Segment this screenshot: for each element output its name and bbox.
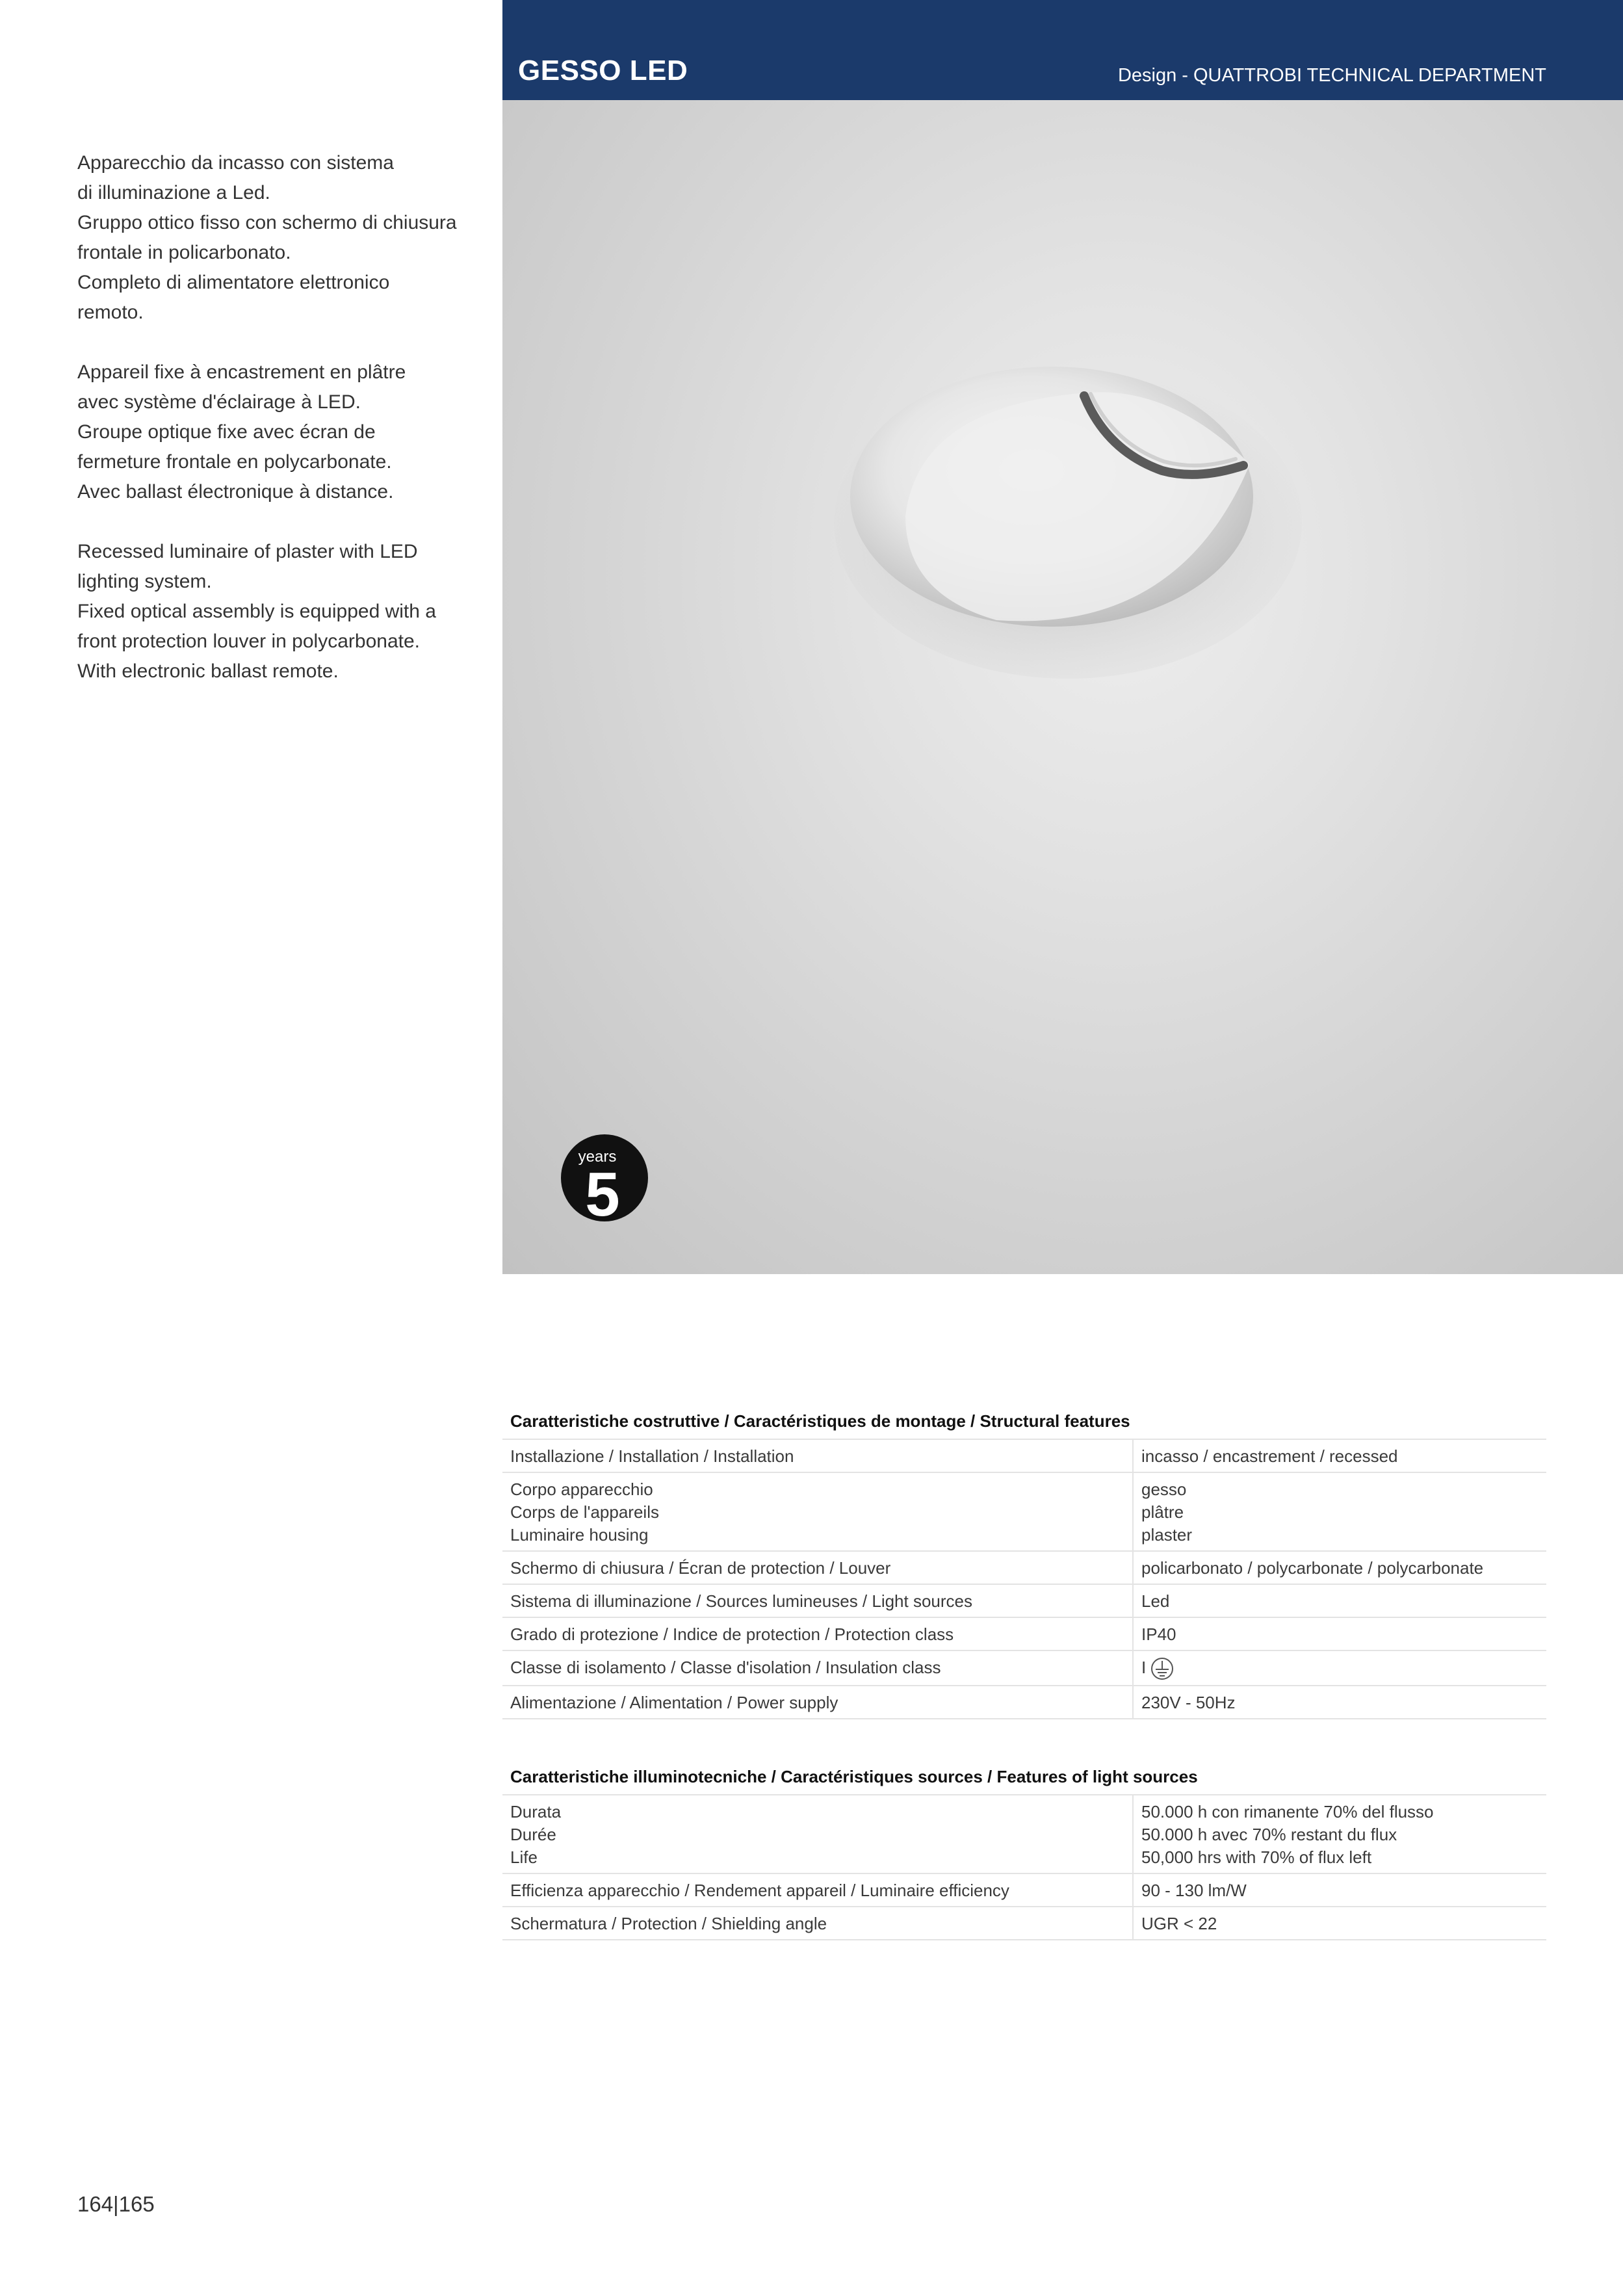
table-row xyxy=(502,1472,1546,1551)
structural-features-table xyxy=(502,1440,1546,1719)
table-row xyxy=(502,1873,1546,1907)
spec-label: Classe di isolamento / Classe d'isolation / Insulation class xyxy=(502,1650,1133,1686)
spec-label: Efficienza apparecchio / Rendement appareil / Luminaire efficiency xyxy=(502,1873,1133,1907)
spec-value: IP40 xyxy=(1133,1617,1546,1650)
spec-value: UGR < 22 xyxy=(1133,1907,1546,1940)
product-title: GESSO LED xyxy=(518,55,688,86)
product-description xyxy=(77,148,493,716)
table-row xyxy=(502,1795,1546,1873)
spec-value: incasso / encastrement / recessed xyxy=(1133,1440,1546,1472)
five-years-warranty-icon xyxy=(561,1134,648,1221)
spec-value: policarbonato / polycarbonate / polycarbonate xyxy=(1133,1551,1546,1584)
product-photo xyxy=(502,100,1623,1274)
badge-number: 5 xyxy=(585,1160,620,1221)
recessed-downlight-illustration xyxy=(502,100,1623,1274)
designer-credit: Design - QUATTROBI TECHNICAL DEPARTMENT xyxy=(1117,65,1546,86)
table-row xyxy=(502,1440,1546,1472)
spec-label: Schermatura / Protection / Shielding angle xyxy=(502,1907,1133,1940)
spec-label: Schermo di chiusura / Écran de protection / Louver xyxy=(502,1551,1133,1584)
spec-label: Installazione / Installation / Installation xyxy=(502,1440,1133,1472)
spec-value: 230V - 50Hz xyxy=(1133,1686,1546,1719)
spec-value-insulation xyxy=(1133,1650,1546,1686)
description-english: Recessed luminaire of plaster with LED lighting system. Fixed optical assembly is equipped with a front protection louver in polycarbonate. With electronic ballast remote. xyxy=(77,541,436,682)
table-row xyxy=(502,1686,1546,1719)
spec-label: Grado di protezione / Indice de protection / Protection class xyxy=(502,1617,1133,1650)
spec-label: Sistema di illuminazione / Sources lumineuses / Light sources xyxy=(502,1584,1133,1617)
lighting-features-heading: Caratteristiche illuminotecniche / Caractéristiques sources / Features of light sources xyxy=(502,1762,1546,1795)
description-french: Appareil fixe à encastrement en plâtre avec système d'éclairage à LED. Groupe optique fixe avec écran de fermeture frontale en polycarbonate. Avec ballast électronique à distance. xyxy=(77,361,406,502)
insulation-class-value: I xyxy=(1141,1658,1147,1677)
spec-value: Led xyxy=(1133,1584,1546,1617)
spec-label: Alimentazione / Alimentation / Power supply xyxy=(502,1686,1133,1719)
spec-label: Corpo apparecchio Corps de l'appareils Luminaire housing xyxy=(502,1472,1133,1551)
badge-label: years xyxy=(578,1148,617,1166)
spec-value: 50.000 h con rimanente 70% del flusso 50.000 h avec 70% restant du flux 50,000 hrs with 70% of flux left xyxy=(1133,1795,1546,1873)
table-row xyxy=(502,1617,1546,1650)
table-row xyxy=(502,1584,1546,1617)
table-row xyxy=(502,1907,1546,1940)
structural-features-heading: Caratteristiche costruttive / Caractéristiques de montage / Structural features xyxy=(502,1406,1546,1440)
table-row xyxy=(502,1650,1546,1686)
page-number: 164|165 xyxy=(77,2192,155,2216)
table-row xyxy=(502,1551,1546,1584)
spec-value: 90 - 130 lm/W xyxy=(1133,1873,1546,1907)
earth-ground-icon xyxy=(1150,1656,1175,1681)
structural-features-section xyxy=(502,1406,1546,1719)
lighting-features-section xyxy=(502,1762,1546,1940)
spec-label: Durata Durée Life xyxy=(502,1795,1133,1873)
spec-value: gesso plâtre plaster xyxy=(1133,1472,1546,1551)
description-italian: Apparecchio da incasso con sistema di illuminazione a Led. Gruppo ottico fisso con schermo di chiusura frontale in policarbonato. Completo di alimentatore elettronico remoto. xyxy=(77,152,457,323)
lighting-features-table xyxy=(502,1795,1546,1940)
